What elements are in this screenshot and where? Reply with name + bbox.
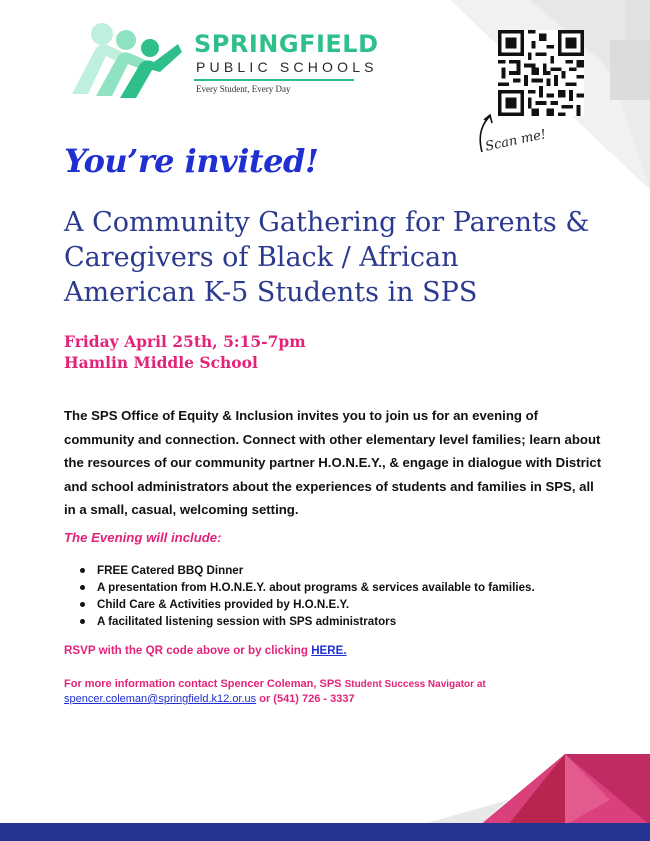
logo-figures-icon: [66, 18, 186, 98]
contact-email-link[interactable]: spencer.coleman@springfield.k12.or.us: [64, 693, 257, 705]
invite-heading: You’re invited!: [64, 142, 319, 180]
footer-bar: [0, 823, 650, 841]
rsvp-line: [64, 644, 347, 657]
contact-info: [64, 677, 624, 707]
headline-line: American K-5 Students in SPS: [64, 277, 478, 308]
agenda-item: A presentation from H.O.N.E.Y. about programs & services available to families.: [80, 579, 535, 596]
rsvp-text: RSVP with the QR code above or by clicking: [64, 644, 312, 657]
qr-code-icon[interactable]: [495, 30, 587, 116]
contact-role: Student Success Navigator at: [344, 679, 486, 690]
event-location: Hamlin Middle School: [64, 353, 258, 372]
headline-line: Caregivers of Black / African: [64, 242, 459, 273]
agenda-item: Child Care & Activities provided by H.O.N.E.Y.: [80, 596, 535, 613]
evening-heading: The Evening will include:: [64, 530, 222, 545]
logo-title: SPRINGFIELD: [194, 30, 379, 58]
event-headline: [64, 205, 624, 310]
intro-paragraph: The SPS Office of Equity & Inclusion invites you to join us for an evening of community and connection. Connect with other elementary level families; learn about the resources of our community partner H.O.N.E.Y., & engage in dialogue with District and school administrators about the experiences of students and families in SPS, all in a small, casual, welcoming setting.: [64, 408, 602, 517]
contact-phone: or (541) 726 - 3337: [256, 693, 355, 705]
agenda-item: FREE Catered BBQ Dinner: [80, 562, 535, 579]
logo-subtitle: PUBLIC SCHOOLS: [196, 59, 378, 75]
headline-line: A Community Gathering for Parents &: [64, 207, 590, 238]
logo-tagline: Every Student, Every Day: [196, 84, 291, 94]
scan-me-caption: Scan me!: [484, 127, 548, 155]
bottom-right-decoration: [420, 740, 650, 825]
agenda-item: A facilitated listening session with SPS administrators: [80, 613, 535, 630]
event-date: Friday April 25th, 5:15-7pm: [64, 332, 306, 351]
agenda-list: [80, 562, 535, 630]
rsvp-link[interactable]: HERE.: [311, 644, 347, 657]
logo-underline: [194, 79, 354, 81]
contact-text: For more information contact Spencer Coleman, SPS: [64, 678, 345, 690]
event-date-location: [64, 331, 306, 373]
